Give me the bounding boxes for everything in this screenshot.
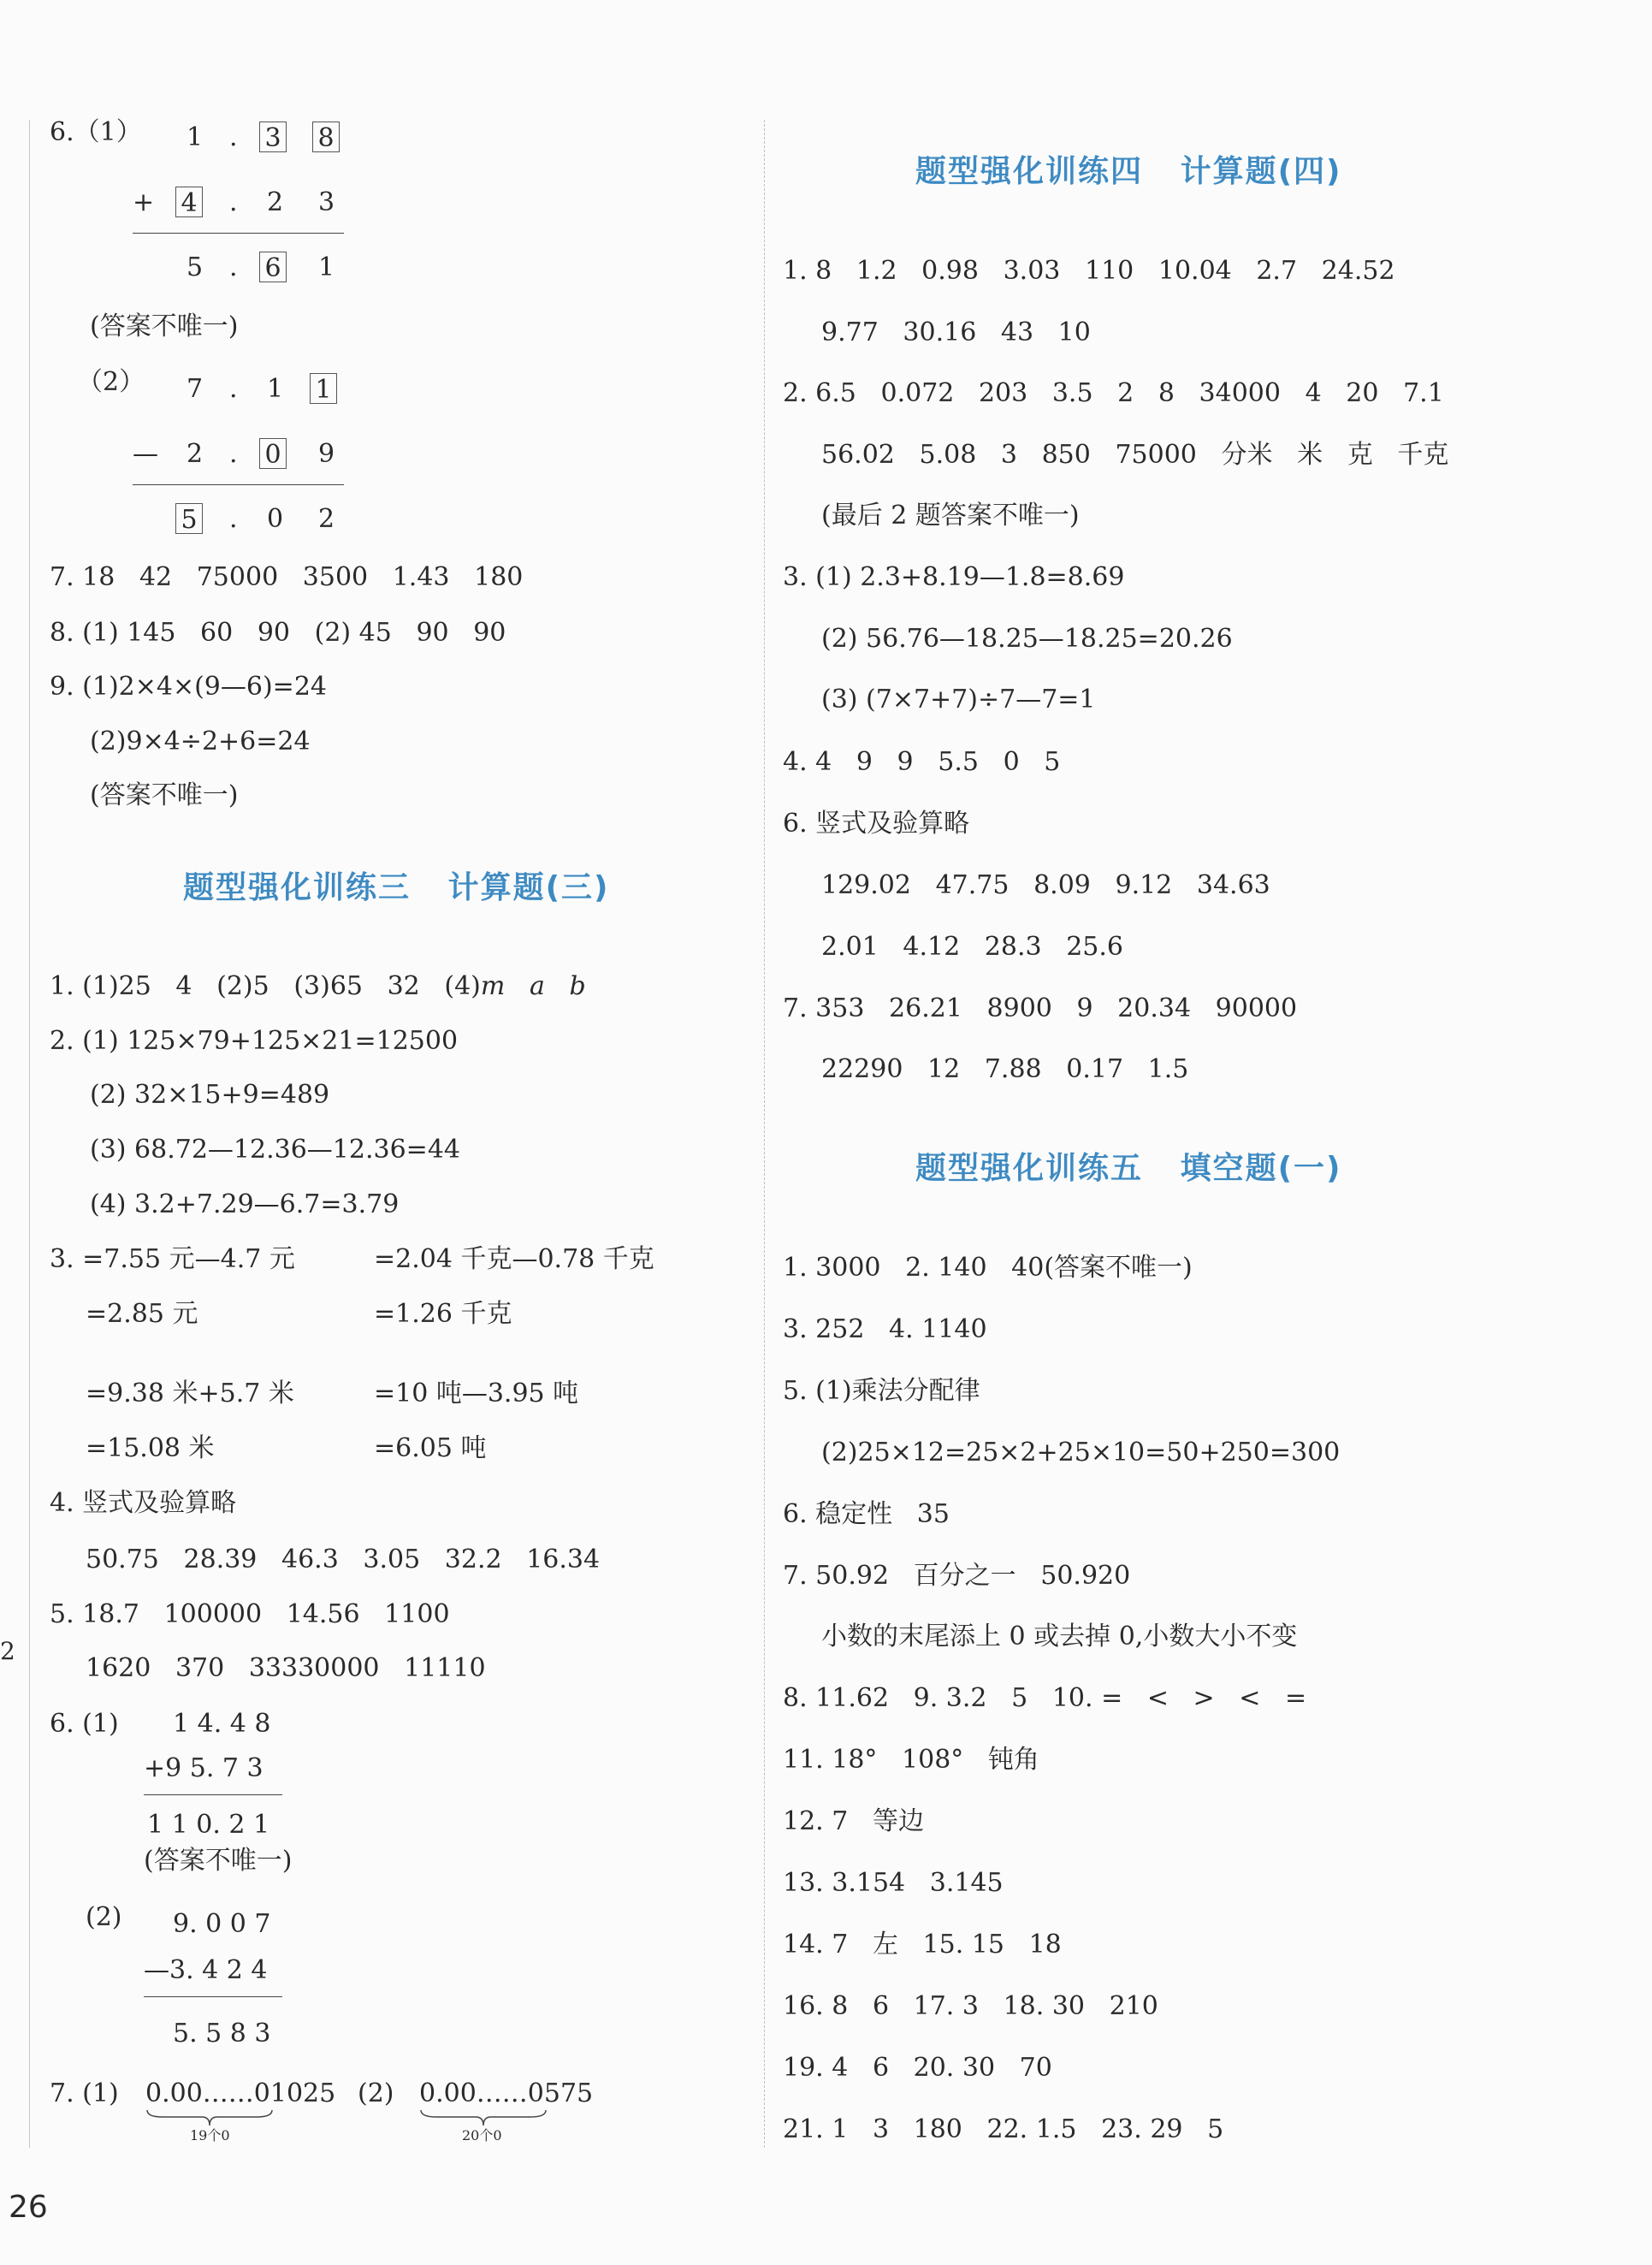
s3-q7-label: 7. (1) bbox=[50, 2078, 119, 2108]
s4-q2-b: 56.02 5.08 3 850 75000 分米 米 克 千克 bbox=[821, 440, 1449, 470]
s3-q3-left-4: =15.08 米 bbox=[86, 1433, 215, 1463]
s4-q3-2: (2) 56.76—18.25—18.25=20.26 bbox=[821, 624, 1233, 654]
answer-box: 3 bbox=[259, 122, 287, 152]
decimal-point: . bbox=[229, 122, 238, 152]
s3-q7-value-1: 0.00……01025 bbox=[145, 2078, 336, 2108]
s3-q7-count-1: 19个0 bbox=[190, 2127, 230, 2143]
s5-line: 12. 7 等边 bbox=[783, 1806, 924, 1836]
digit: 3 bbox=[318, 187, 335, 217]
digit: 2 bbox=[267, 187, 284, 217]
s4-q1-b: 9.77 30.16 43 10 bbox=[821, 317, 1091, 347]
answer-box: 1 bbox=[310, 373, 337, 404]
digit: 1 bbox=[267, 374, 284, 404]
s3-q1: 1. (1)25 4 (2)5 (3)65 32 (4)m a b bbox=[50, 971, 586, 1001]
s5-line: 14. 7 左 15. 15 18 bbox=[783, 1930, 1062, 1960]
s3-q5-a: 5. 18.7 100000 14.56 1100 bbox=[50, 1599, 450, 1629]
s4-q1-a: 1. 8 1.2 0.98 3.03 110 10.04 2.7 24.52 bbox=[783, 256, 1395, 286]
difference-line bbox=[144, 1996, 282, 1997]
sum-line bbox=[133, 233, 344, 234]
answer-q8: 8. (1) 145 60 90 (2) 45 90 90 bbox=[50, 618, 506, 648]
section-title: 题型强化训练三 计算题(三) bbox=[183, 870, 610, 905]
s5-line: 5. (1)乘法分配律 bbox=[783, 1376, 980, 1406]
s3-q7-count-2: 20个0 bbox=[462, 2127, 502, 2143]
margin-mark: 2 bbox=[0, 1637, 15, 1665]
s3-q3-right-4: =6.05 吨 bbox=[374, 1433, 487, 1463]
decimal-point: . bbox=[229, 187, 238, 217]
digit: 0 bbox=[267, 504, 284, 534]
s4-q7-a: 7. 353 26.21 8900 9 20.34 90000 bbox=[783, 993, 1298, 1023]
s3-q2-3: (3) 68.72—12.36—12.36=44 bbox=[90, 1135, 460, 1165]
s3-q6-2-row1: 9. 0 0 7 bbox=[173, 1909, 271, 1939]
s5-line: 21. 1 3 180 22. 1.5 23. 29 5 bbox=[783, 2114, 1224, 2144]
s5-line: 1. 3000 2. 140 40(答案不唯一) bbox=[783, 1253, 1193, 1283]
s4-q3-1: 3. (1) 2.3+8.19—1.8=8.69 bbox=[783, 562, 1125, 592]
s3-q3-right-2: =1.26 千克 bbox=[374, 1299, 512, 1329]
answer-q7: 7. 18 42 75000 3500 1.43 180 bbox=[50, 562, 524, 592]
decimal-point: . bbox=[229, 252, 238, 282]
s3-q6-2-row2: —3. 4 2 4 bbox=[144, 1955, 268, 1985]
note: (答案不唯一) bbox=[144, 1846, 293, 1876]
var-a: a bbox=[529, 971, 545, 1001]
s5-line: 16. 8 6 17. 3 18. 30 210 bbox=[783, 1991, 1158, 2021]
s4-q6-a: 6. 竖式及验算略 bbox=[783, 809, 970, 839]
s3-q3-right-3: =10 吨—3.95 吨 bbox=[374, 1379, 579, 1408]
q6-label: 6.（1） bbox=[50, 117, 142, 147]
s3-q7-label-2: (2) bbox=[358, 2078, 394, 2108]
digit: 1 bbox=[187, 122, 204, 152]
s3-q7-value-2: 0.00……0575 bbox=[419, 2078, 594, 2108]
digit: 9 bbox=[318, 439, 335, 469]
note: (答案不唯一) bbox=[90, 311, 239, 341]
note: (答案不唯一) bbox=[90, 780, 239, 810]
s3-q6-row3: 1 1 0. 2 1 bbox=[147, 1810, 270, 1840]
s4-q2-a: 2. 6.5 0.072 203 3.5 2 8 34000 4 20 7.1 bbox=[783, 378, 1444, 408]
brace-icon bbox=[419, 2108, 548, 2127]
answer-q9-1: 9. (1)2×4×(9—6)=24 bbox=[50, 672, 327, 702]
s4-q4: 4. 4 9 9 5.5 0 5 bbox=[783, 747, 1061, 777]
s5-line: 11. 18° 108° 钝角 bbox=[783, 1745, 1039, 1775]
s3-q6-2-label: (2) bbox=[86, 1902, 122, 1932]
s3-q2-4: (4) 3.2+7.29—6.7=3.79 bbox=[90, 1189, 400, 1219]
s5-line: 8. 11.62 9. 3.2 5 10. = < > < = bbox=[783, 1683, 1307, 1713]
var-m: m bbox=[480, 971, 506, 1001]
s4-q7-b: 22290 12 7.88 0.17 1.5 bbox=[821, 1054, 1189, 1084]
digit: 2 bbox=[187, 439, 204, 469]
s5-line: 19. 4 6 20. 30 70 bbox=[783, 2053, 1052, 2083]
answer-box: 5 bbox=[175, 503, 203, 534]
digit: 1 bbox=[318, 252, 335, 282]
sum-line bbox=[144, 1794, 282, 1795]
s5-line: 小数的末尾添上 0 或去掉 0,小数大小不变 bbox=[821, 1622, 1298, 1651]
s3-q3-left-3: =9.38 米+5.7 米 bbox=[86, 1379, 294, 1408]
decimal-point: . bbox=[229, 439, 238, 469]
s4-q3-3: (3) (7×7+7)÷7—7=1 bbox=[821, 685, 1096, 714]
s3-q5-b: 1620 370 33330000 11110 bbox=[86, 1653, 486, 1683]
s3-q6-label: 6. (1) bbox=[50, 1709, 119, 1739]
decimal-point: . bbox=[229, 504, 238, 534]
answer-q9-2: (2)9×4÷2+6=24 bbox=[90, 726, 311, 756]
s5-line: (2)25×12=25×2+25×10=50+250=300 bbox=[821, 1438, 1341, 1468]
section-title: 题型强化训练四 计算题(四) bbox=[915, 154, 1342, 189]
difference-line bbox=[133, 484, 344, 485]
s5-line: 7. 50.92 百分之一 50.920 bbox=[783, 1561, 1131, 1591]
digit: 5 bbox=[187, 252, 204, 282]
s3-q2-1: 2. (1) 125×79+125×21=12500 bbox=[50, 1026, 459, 1056]
answer-box: 8 bbox=[312, 122, 340, 152]
column-divider bbox=[764, 120, 765, 2148]
section-title: 题型强化训练五 填空题(一) bbox=[915, 1151, 1342, 1186]
s3-q4-a: 4. 竖式及验算略 bbox=[50, 1488, 237, 1518]
minus-sign: — bbox=[133, 439, 158, 469]
left-margin-rule bbox=[29, 120, 30, 2148]
sub-label: （2） bbox=[77, 367, 145, 397]
s5-line: 6. 稳定性 35 bbox=[783, 1499, 950, 1529]
plus-sign: + bbox=[133, 187, 155, 217]
s3-q6-2-row3: 5. 5 8 3 bbox=[173, 2019, 271, 2049]
s4-q6-c: 2.01 4.12 28.3 25.6 bbox=[821, 932, 1124, 962]
s3-q3-left-2: =2.85 元 bbox=[86, 1299, 198, 1329]
brace-icon bbox=[145, 2108, 274, 2127]
answer-box: 6 bbox=[259, 252, 287, 282]
s5-line: 13. 3.154 3.145 bbox=[783, 1868, 1004, 1898]
s3-q6-row1: 1 4. 4 8 bbox=[173, 1709, 271, 1739]
s3-q2-2: (2) 32×15+9=489 bbox=[90, 1080, 330, 1110]
page-number: 26 bbox=[9, 2190, 48, 2225]
answer-box: 0 bbox=[259, 438, 287, 469]
digit: 7 bbox=[187, 374, 204, 404]
digit: 2 bbox=[318, 504, 335, 534]
s3-q6-row2: +9 5. 7 3 bbox=[144, 1753, 263, 1783]
s5-line: 3. 252 4. 1140 bbox=[783, 1314, 987, 1344]
s4-q2-c: (最后 2 题答案不唯一) bbox=[821, 501, 1080, 531]
s3-q3-right-1: =2.04 千克—0.78 千克 bbox=[374, 1244, 654, 1274]
s3-q3-left-1: 3. =7.55 元—4.7 元 bbox=[50, 1244, 295, 1274]
s3-q4-b: 50.75 28.39 46.3 3.05 32.2 16.34 bbox=[86, 1545, 601, 1574]
var-b: b bbox=[569, 971, 586, 1001]
decimal-point: . bbox=[229, 374, 238, 404]
s4-q6-b: 129.02 47.75 8.09 9.12 34.63 bbox=[821, 870, 1270, 900]
answer-box: 4 bbox=[175, 187, 203, 217]
